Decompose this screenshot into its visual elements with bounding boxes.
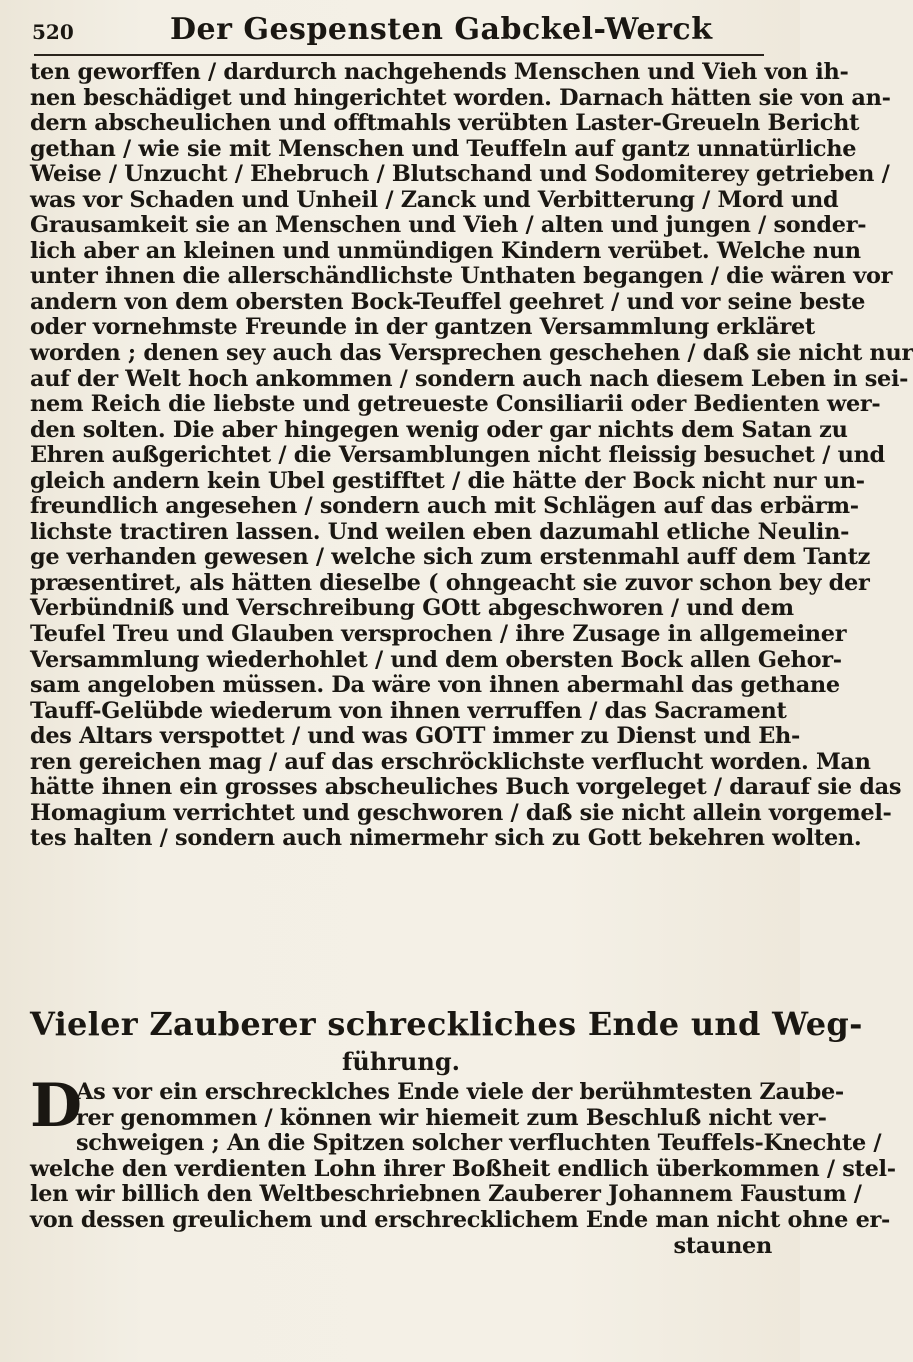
- section-heading-line-2: führung.: [342, 1047, 460, 1076]
- text-line: Ehren außgerichtet / die Versamblungen nicht fleissig besuchet / und: [30, 442, 885, 469]
- text-line: was vor Schaden und Unheil / Zanck und Verbitterung / Mord und: [30, 186, 839, 213]
- text-line: freundlich angesehen / sondern auch mit Schlägen auf das erbärm-: [30, 493, 859, 520]
- second-paragraph: [30, 1071, 896, 1259]
- text-line: Teufel Treu und Glauben versprochen / ihre Zusage in allgemeiner: [30, 621, 847, 648]
- text-line: Tauff-Gelübde wiederum von ihnen verruffen / das Sacrament: [30, 697, 787, 724]
- text-line: len wir billich den Weltbeschriebnen Zauberer Johannem Faustum /: [30, 1181, 862, 1208]
- section-heading: [30, 1003, 863, 1079]
- text-line: von dessen greulichem und erschrecklichem Ende man nicht ohne er-: [30, 1206, 891, 1233]
- text-line: auf der Welt hoch ankommen / sondern auch nach diesem Leben in sei-: [30, 365, 909, 392]
- text-line: nem Reich die liebste und getreueste Consiliarii oder Bedienten wer-: [30, 391, 881, 418]
- running-head: Der Gespensten Gabckel-Werck: [170, 12, 713, 47]
- text-line: præsentiret, als hätten dieselbe ( ohngeacht sie zuvor schon bey der: [30, 569, 870, 596]
- text-line: gleich andern kein Ubel gestifftet / die hätte der Bock nicht nur un-: [30, 467, 865, 494]
- text-line: sam angeloben müssen. Da wäre von ihnen abermahl das gethane: [30, 672, 840, 699]
- main-paragraph: [30, 59, 913, 852]
- text-line: welche den verdienten Lohn ihrer Boßheit endlich überkommen / stel-: [30, 1155, 896, 1182]
- text-line: tes halten / sondern auch nimermehr sich zu Gott bekehren wolten.: [30, 825, 862, 852]
- page-number: 520: [32, 20, 74, 44]
- text-line: Homagium verrichtet und geschworen / daß sie nicht allein vorgemel-: [30, 799, 892, 826]
- header-rule: [34, 54, 764, 56]
- text-line: Grausamkeit sie an Menschen und Vieh / alten und jungen / sonder-: [30, 212, 867, 239]
- text-line: des Altars verspottet / und was GOTT immer zu Dienst und Eh-: [30, 723, 801, 750]
- text-line: dern abscheulichen und offtmahls verübten Laster-Greueln Bericht: [30, 110, 860, 137]
- text-line: unter ihnen die allerschändlichste Unthaten begangen / die wären vor: [30, 263, 893, 290]
- text-line: staunen: [673, 1232, 772, 1259]
- text-line: Verbündniß und Verschreibung GOtt abgeschworen / und dem: [30, 595, 794, 622]
- text-line: worden ; denen sey auch das Versprechen geschehen / daß sie nicht nur: [30, 340, 913, 367]
- drop-cap: D: [30, 1071, 82, 1141]
- text-line: oder vornehmste Freunde in der gantzen Versammlung erkläret: [30, 314, 815, 341]
- text-line: As vor ein erschrecklches Ende viele der berühmtesten Zaube-: [76, 1079, 844, 1105]
- text-line: gethan / wie sie mit Menschen und Teuffeln auf gantz unnatürliche: [30, 135, 857, 162]
- text-line: lichste tractiren lassen. Und weilen eben dazumahl etliche Neulin-: [30, 518, 850, 545]
- section-heading-line-1: Vieler Zauberer schreckliches Ende und Weg-: [30, 1005, 863, 1043]
- text-line: Weise / Unzucht / Ehebruch / Blutschand und Sodomiterey getrieben /: [30, 161, 890, 188]
- text-line: andern von dem obersten Bock-Teuffel geehret / und vor seine beste: [30, 288, 866, 315]
- text-line: ge verhanden gewesen / welche sich zum erstenmahl auff dem Tantz: [30, 544, 871, 571]
- text-line: den solten. Die aber hingegen wenig oder gar nichts dem Satan zu: [30, 416, 848, 443]
- text-line: ren gereichen mag / auf das erschröcklichste verflucht worden. Man: [30, 748, 871, 775]
- text-line: Versammlung wiederhohlet / und dem obersten Bock allen Gehor-: [30, 646, 842, 673]
- text-line: rer genommen / können wir hiemeit zum Beschluß nicht ver-: [76, 1104, 827, 1131]
- page-header: [30, 8, 770, 52]
- text-line: schweigen ; An die Spitzen solcher verfluchten Teuffels-Knechte /: [76, 1130, 882, 1157]
- text-line: nen beschädiget und hingerichtet worden. Darnach hätten sie von an-: [30, 84, 891, 111]
- text-line: ten geworffen / dardurch nachgehends Menschen und Vieh von ih-: [30, 59, 849, 85]
- text-line: hätte ihnen ein grosses abscheuliches Buch vorgeleget / darauf sie das: [30, 774, 902, 801]
- text-line: lich aber an kleinen und unmündigen Kindern verübet. Welche nun: [30, 237, 861, 264]
